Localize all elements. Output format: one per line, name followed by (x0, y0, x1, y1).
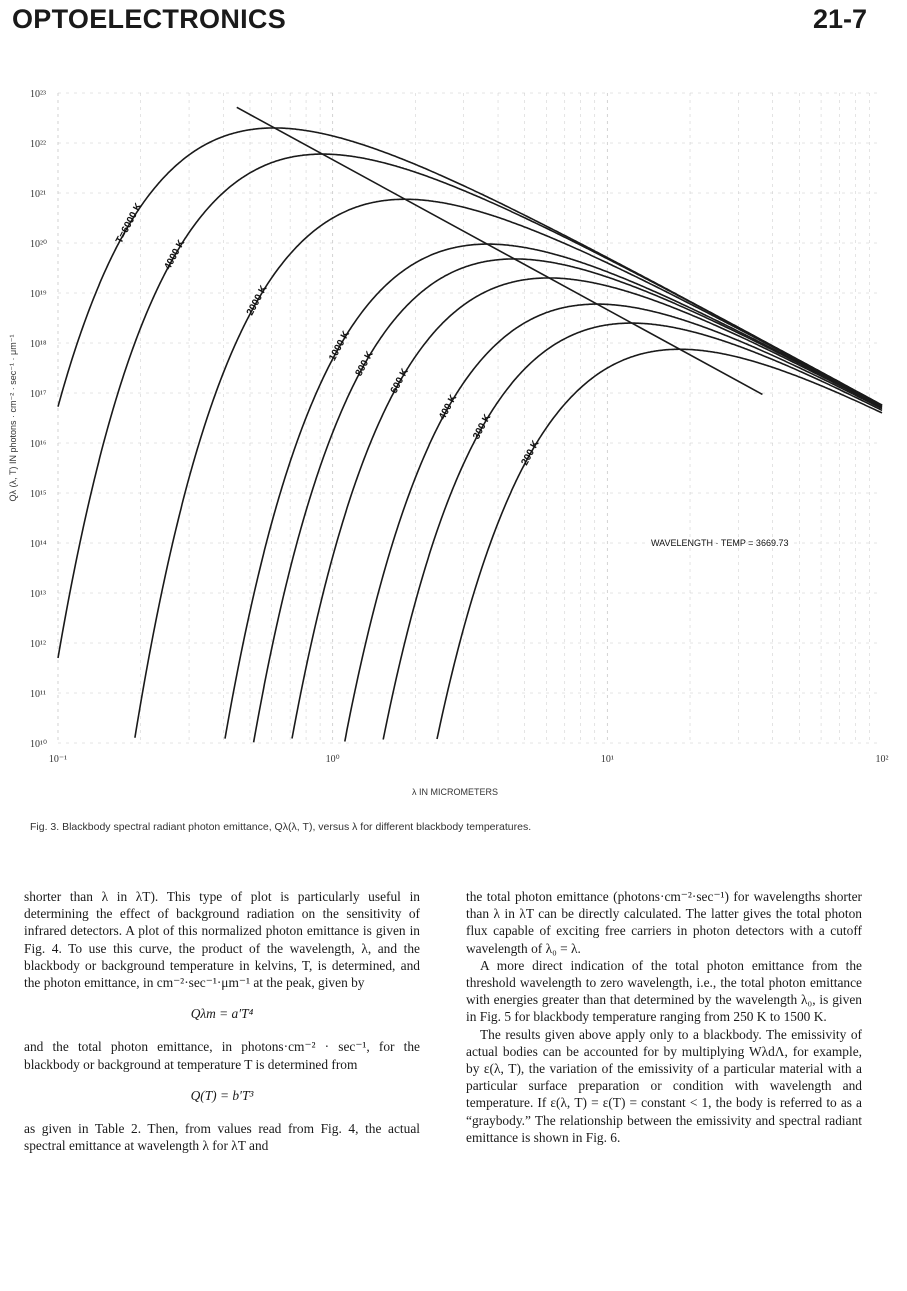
y-tick-labels (30, 89, 47, 750)
locus-annotation: WAVELENGTH · TEMP = 3669.73 (651, 538, 789, 548)
curve-label-1000k: 1000 K (327, 329, 353, 363)
y-tick-label: 10¹⁴ (30, 539, 47, 550)
paragraph: the total photon emittance (photons·cm⁻²·sec⁻¹) for wavelengths shorter than λ in λT can be directly calculated. The latter gives the total photon flux capable of exciting free carriers in photon detectors with a cutoff wavelength of λ₀ = λ. (466, 889, 862, 956)
y-tick-label: 10¹² (30, 639, 46, 650)
curve-2000k (135, 199, 882, 738)
equation: Q(T) = b′T³ (190, 1087, 254, 1103)
curve-300k (383, 323, 882, 739)
curve-label-4000k: 4000 K (162, 238, 188, 272)
curve-6000k (58, 128, 882, 407)
curve-label-300k: 300 K (471, 412, 494, 442)
curve-labels (114, 201, 542, 468)
x-tick-label: 10⁻¹ (48, 754, 68, 765)
body-column-left (24, 888, 420, 1154)
curve-400k (345, 304, 882, 741)
y-tick-label: 10¹⁵ (30, 489, 47, 500)
figure-caption: Fig. 3. Blackbody spectral radiant photon emittance, Qλ(λ, T), versus λ for different blackbody temperatures. (30, 821, 532, 833)
y-axis-title: Qλ (λ, T) IN photons · cm⁻² · sec⁻¹ · μm⁻¹ (8, 334, 18, 502)
y-tick-label: 10¹¹ (30, 689, 46, 700)
curve-label-400k: 400 K (437, 392, 460, 422)
y-tick-label: 10²¹ (30, 189, 46, 200)
y-tick-label: 10²² (30, 139, 46, 150)
y-tick-label: 10²³ (30, 89, 46, 100)
body-column-right (466, 888, 862, 1146)
y-tick-label: 10¹⁷ (30, 389, 47, 400)
curve-label-600k: 600 K (388, 366, 411, 396)
paragraph: A more direct indication of the total photon emittance from the threshold wavelength to zero wavelength, i.e., the total photon emittance with energies greater than that determined by the wavelength λ₀, is given in Fig. 5 for blackbody temperature ranging from 250 K to 1500 K. (466, 957, 862, 1025)
y-tick-label: 10¹³ (30, 589, 46, 600)
equation: Qλm = a′T⁴ (190, 1006, 254, 1022)
peak-locus-line (237, 107, 763, 394)
x-tick-label: 10¹ (600, 754, 614, 765)
y-tick-label: 10¹⁸ (30, 339, 47, 350)
chart-grid (58, 93, 882, 743)
y-tick-label: 10¹⁰ (30, 739, 48, 750)
curve-600k (292, 278, 882, 739)
curve-label-2000k: 2000 K (244, 283, 270, 318)
curve-label-200k: 200 K (519, 438, 542, 468)
curve-4000k (58, 154, 882, 658)
paragraph: as given in Table 2. Then, from values read from Fig. 4, the actual spectral emittance at wavelength λ for λT and (24, 1121, 420, 1154)
page-header (0, 0, 907, 44)
y-tick-label: 10²⁰ (30, 239, 48, 250)
blackbody-photon-emittance-chart (0, 80, 907, 800)
x-tick-label: 10² (875, 754, 889, 765)
curve-label-6000k: T=6000 K (114, 201, 145, 246)
section-title: OPTOELECTRONICS (12, 4, 287, 34)
y-tick-label: 10¹⁶ (30, 439, 47, 450)
chart-curves (58, 107, 882, 742)
x-tick-label: 10⁰ (325, 754, 340, 765)
x-tick-labels (49, 754, 889, 765)
x-axis-title: λ IN MICROMETERS (411, 787, 499, 797)
paragraph: The results given above apply only to a blackbody. The emissivity of actual bodies can be accounted for by multiplying WλdΛ, for example, by ε(λ, T), the variation of the emissivity of a particular material with a particular surface preparation or condition with wavelength and temperature. If ε(λ, T) = ε(T) = constant < 1, the body is referred to as a “graybody.” The relationship between the emissivity and spectral radiant emittance is shown in Fig. 6. (466, 1026, 862, 1145)
curve-1000k (225, 244, 882, 738)
page-number: 21-7 (812, 4, 867, 34)
paragraph: shorter than λ in λT). This type of plot is particularly useful in determining the effect of background radiation on the sensitivity of infrared detectors. A plot of this normalized photon emittance is given in Fig. 4. To use this curve, the product of the wavelength, λ, and the blackbody or background temperature in kelvins, T, is determined, and the photon emittance, in cm⁻²·sec⁻¹·μm⁻¹ at the peak, given by (24, 889, 420, 991)
curve-label-800k: 800 K (353, 349, 376, 379)
y-tick-label: 10¹⁹ (30, 289, 47, 300)
paragraph: and the total photon emittance, in photons·cm⁻² · sec⁻¹, for the blackbody or background at temperature T is determined from (24, 1039, 420, 1072)
